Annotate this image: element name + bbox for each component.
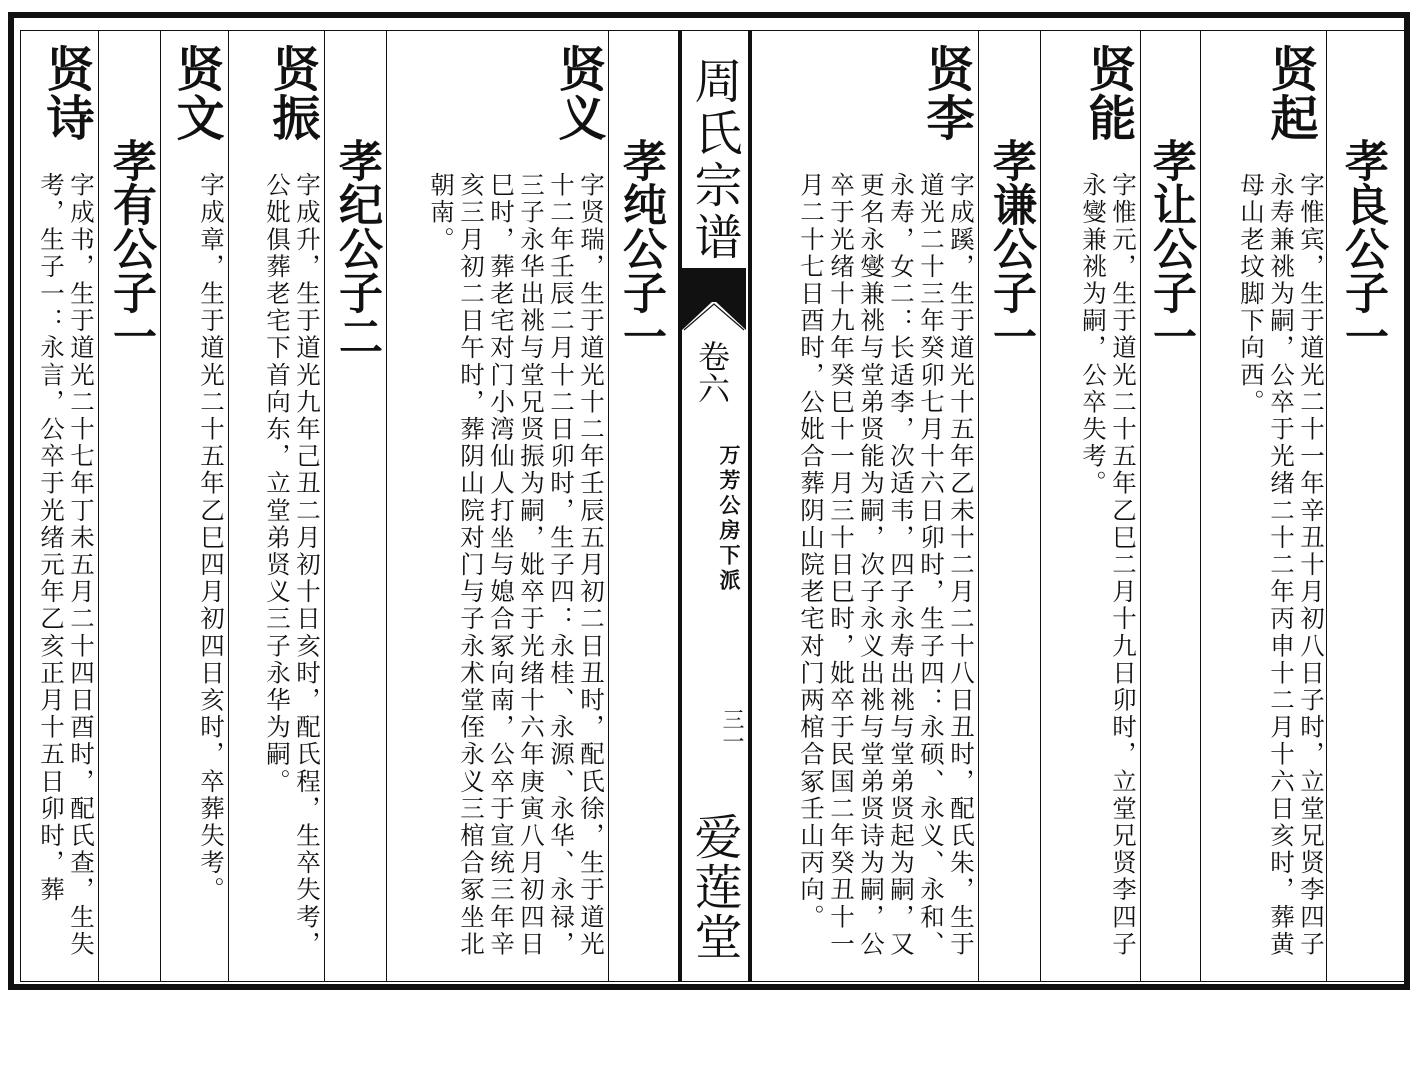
son-name: 贤能 bbox=[1080, 44, 1136, 142]
column-rule bbox=[1140, 31, 1141, 982]
column-rule bbox=[228, 31, 229, 982]
father-heading: 孝纯公子一 bbox=[615, 138, 666, 358]
column-rule bbox=[1040, 31, 1041, 982]
column-rule bbox=[608, 31, 609, 982]
father-heading: 孝有公子一 bbox=[105, 138, 156, 358]
column-rule bbox=[978, 31, 979, 982]
son-name: 贤李 bbox=[918, 44, 974, 142]
father-heading: 孝纪公子二 bbox=[331, 138, 382, 358]
biography-text: 字惟元，生于道光二十五年乙巳二月十九日卯时，立堂兄贤李四子永燮兼祧为嗣，公卒失考。 bbox=[1079, 172, 1138, 958]
biography-text: 字成书，生于道光二十七年丁未五月二十四日酉时，配氏查，生失考，生子一：永言，公卒于光绪元年乙亥正月十五日卯时，葬 bbox=[37, 172, 96, 958]
son-name: 贤诗 bbox=[38, 44, 94, 142]
hall-name: 爱莲堂 bbox=[686, 812, 742, 962]
branch-label: 万芳公房下派 bbox=[717, 444, 742, 594]
biography-text: 字惟宾，生于道光二十一年辛丑十月初八日子时，立堂兄贤李四子永寿兼祧为嗣，公卒于光绪二十二年丙申十二月十六日亥时，葬黄母山老坟脚下向西。 bbox=[1237, 172, 1326, 958]
column-rule bbox=[160, 31, 161, 982]
column-rule bbox=[1326, 31, 1327, 982]
son-name: 贤起 bbox=[1262, 44, 1318, 142]
biography-text: 字成升，生于道光九年己丑二月初十日亥时，配氏程，生卒失考，公妣俱葬老宅下首向东，立堂弟贤义三子永华为嗣。 bbox=[263, 172, 322, 958]
father-heading: 孝让公子一 bbox=[1145, 138, 1196, 358]
center-rule-right bbox=[748, 31, 752, 982]
biography-text: 字贤瑞，生于道光十二年壬辰五月初二日丑时，配氏徐，生于道光十二年壬辰二月十二日卯时，生子四：永桂、永源、永华、永禄，三子永华出祧与堂兄贤振为嗣，妣卒于光绪十六年庚寅八月初四日巳时，葬老宅对门小湾仙人打坐与媳合冢向南，公卒于宣统三年辛亥三月初二日午时，葬阴山院对门与子永术堂侄永义三棺合冢坐北朝南。 bbox=[427, 172, 606, 958]
column-rule bbox=[98, 31, 99, 982]
son-name: 贤义 bbox=[550, 44, 606, 142]
column-rule bbox=[386, 31, 387, 982]
father-heading: 孝谦公子一 bbox=[985, 138, 1036, 358]
father-heading: 孝良公子一 bbox=[1337, 138, 1388, 358]
son-name: 贤振 bbox=[264, 44, 320, 142]
son-name: 贤文 bbox=[168, 44, 224, 142]
page-number: 三一 bbox=[719, 708, 744, 752]
biography-text: 字成蹊，生于道光十五年乙未十二月二十八日丑时，配氏朱，生于道光二十三年癸卯七月十六日卯时，生子四：永硕、永义、永和、永寿，女二：长适李，次适韦，四子永寿出祧与堂弟贤起为嗣，又更名永燮兼祧与堂弟贤能为嗣，次子永义出祧与堂弟贤诗为嗣，公卒于光绪十九年癸巳十一月三十日巳时，妣卒于民国二年癸丑十一月二十七日酉时，公妣合葬阴山院老宅对门两棺合冢壬山丙向。 bbox=[797, 172, 976, 958]
center-rule-left bbox=[678, 31, 682, 982]
book-title: 周氏宗谱 bbox=[686, 56, 742, 264]
column-rule bbox=[324, 31, 325, 982]
column-rule bbox=[1200, 31, 1201, 982]
biography-text: 字成章，生于道光二十五年乙巳四月初四日亥时，卒葬失考。 bbox=[197, 172, 226, 904]
volume-label: 卷六 bbox=[693, 340, 731, 404]
fishtail-mark bbox=[682, 296, 746, 330]
